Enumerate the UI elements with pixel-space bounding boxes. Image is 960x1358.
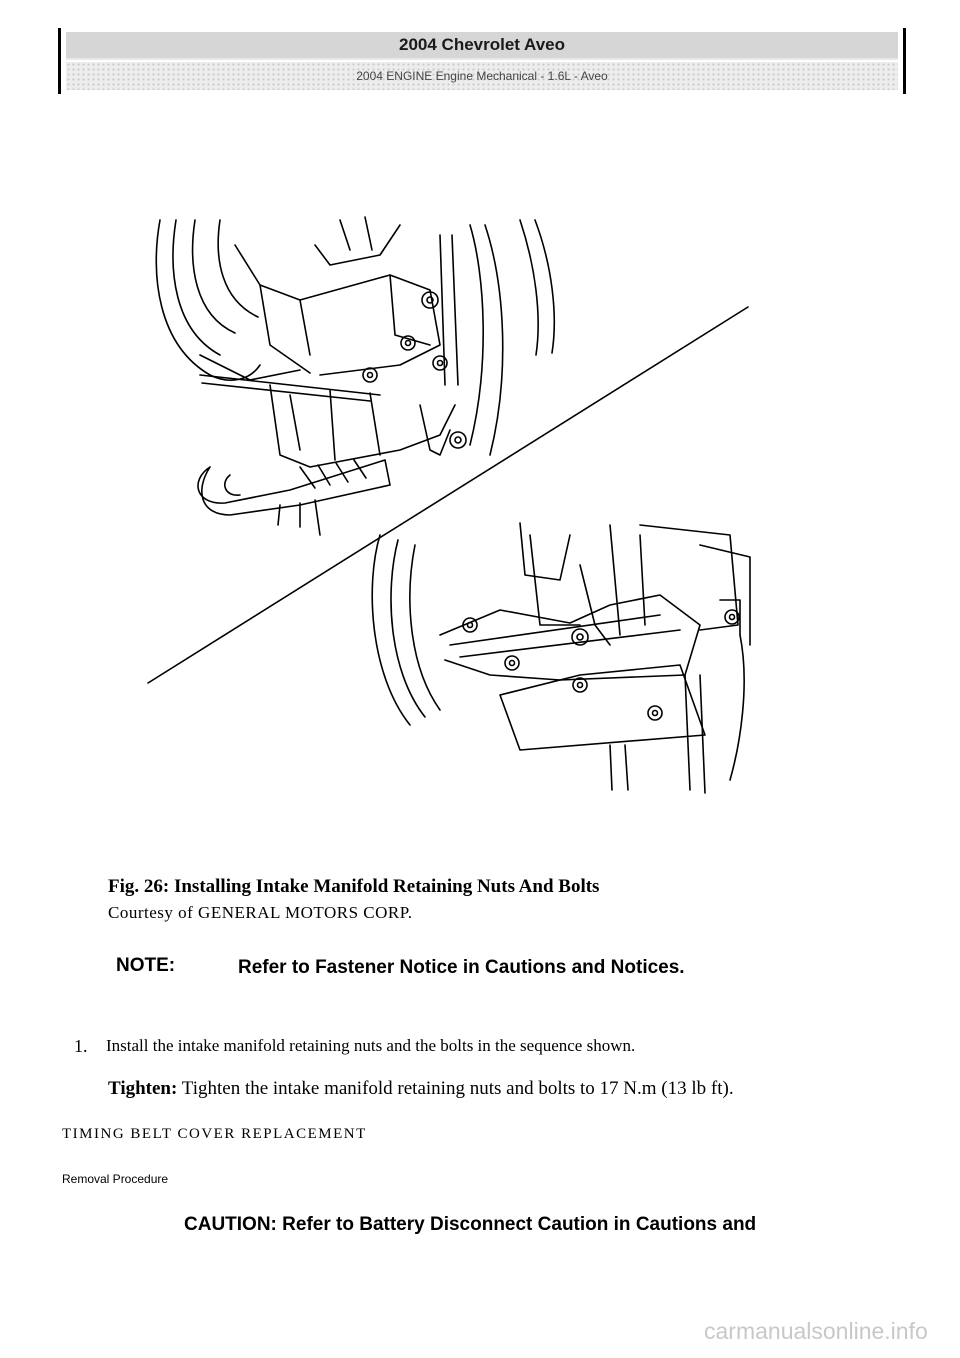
header-left-border <box>58 28 61 94</box>
figure-caption: Fig. 26: Installing Intake Manifold Retaining Nuts And Bolts <box>108 876 600 897</box>
tighten-text: Tighten the intake manifold retaining nuts and bolts to 17 N.m (13 lb ft). <box>181 1078 734 1099</box>
step-text: Install the intake manifold retaining nuts and the bolts in the sequence shown. <box>106 1036 636 1055</box>
note-text: Refer to Fastener Notice in Cautions and Notices. <box>238 957 685 978</box>
note-label: NOTE: <box>116 955 176 976</box>
caution-text: CAUTION: Refer to Battery Disconnect Caution in Cautions and <box>184 1214 757 1235</box>
step-number: 1. <box>74 1036 88 1056</box>
watermark: carmanualsonline.info <box>704 1318 928 1344</box>
page-header <box>58 28 906 94</box>
tighten-label: Tighten: <box>108 1078 178 1099</box>
header-subtitle: 2004 ENGINE Engine Mechanical - 1.6L - Aveo <box>66 62 898 90</box>
figure-credit: Courtesy of GENERAL MOTORS CORP. <box>108 903 413 922</box>
lower-view-drawing <box>372 523 750 793</box>
header-title: 2004 Chevrolet Aveo <box>66 32 898 60</box>
section-subtitle: Removal Procedure <box>62 1172 169 1186</box>
intake-manifold-illustration <box>140 205 760 805</box>
header-right-border <box>903 28 906 94</box>
upper-view-drawing <box>156 217 554 535</box>
section-title: TIMING BELT COVER REPLACEMENT <box>62 1126 367 1142</box>
tighten-spec <box>108 1078 734 1100</box>
